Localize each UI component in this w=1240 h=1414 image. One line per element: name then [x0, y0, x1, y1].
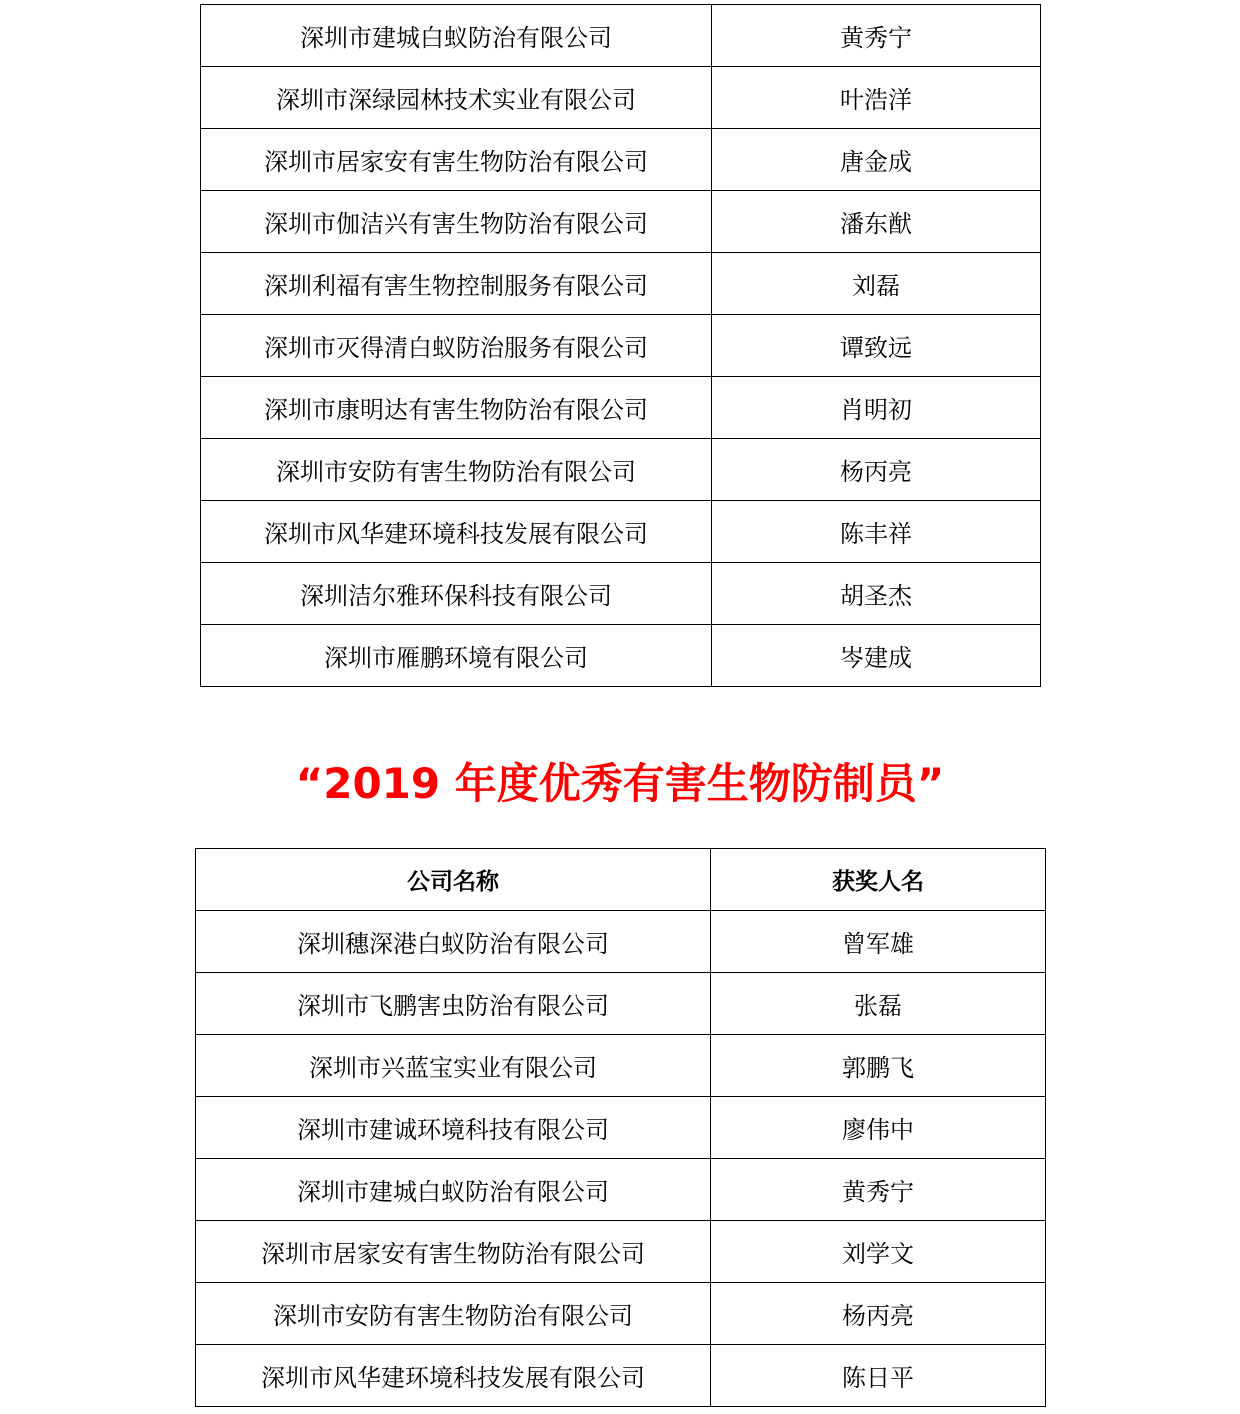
- table-row: [201, 67, 1041, 129]
- winner-name-cell: 刘学文: [711, 1221, 1046, 1283]
- company-cell: 深圳市建城白蚁防治有限公司: [201, 5, 712, 67]
- winner-name-cell: 肖明初: [712, 377, 1041, 439]
- table-row: [196, 1097, 1046, 1159]
- table-row: [201, 129, 1041, 191]
- table-row: [196, 911, 1046, 973]
- company-cell: 深圳市灭得清白蚁防治服务有限公司: [201, 315, 712, 377]
- table-header-row: [196, 849, 1046, 911]
- winner-name-cell: 胡圣杰: [712, 563, 1041, 625]
- table-row: [201, 625, 1041, 687]
- table-row: [196, 973, 1046, 1035]
- company-cell: 深圳利福有害生物控制服务有限公司: [201, 253, 712, 315]
- company-cell: 深圳洁尔雅环保科技有限公司: [201, 563, 712, 625]
- winner-name-cell: 刘磊: [712, 253, 1041, 315]
- company-cell: 深圳市深绿园林技术实业有限公司: [201, 67, 712, 129]
- winner-name-cell: 杨丙亮: [712, 439, 1041, 501]
- winner-name-cell: 郭鹏飞: [711, 1035, 1046, 1097]
- winner-name-cell: 杨丙亮: [711, 1283, 1046, 1345]
- winner-name-cell: 张磊: [711, 973, 1046, 1035]
- winner-name-cell: 廖伟中: [711, 1097, 1046, 1159]
- winner-name-cell: 黄秀宁: [711, 1159, 1046, 1221]
- company-cell: 深圳市雁鹏环境有限公司: [201, 625, 712, 687]
- table-row: [201, 377, 1041, 439]
- winner-name-cell: 陈日平: [711, 1345, 1046, 1407]
- table-row: [196, 1159, 1046, 1221]
- table-row: [201, 191, 1041, 253]
- winner-column-header: 获奖人名: [711, 849, 1046, 911]
- company-cell: 深圳市居家安有害生物防治有限公司: [201, 129, 712, 191]
- company-cell: 深圳市兴蓝宝实业有限公司: [196, 1035, 711, 1097]
- company-cell: 深圳市居家安有害生物防治有限公司: [196, 1221, 711, 1283]
- table-row: [196, 1283, 1046, 1345]
- company-cell: 深圳市伽洁兴有害生物防治有限公司: [201, 191, 712, 253]
- table-row: [201, 501, 1041, 563]
- company-cell: 深圳市建诚环境科技有限公司: [196, 1097, 711, 1159]
- winner-name-cell: 潘东猷: [712, 191, 1041, 253]
- company-cell: 深圳市安防有害生物防治有限公司: [201, 439, 712, 501]
- table-row: [201, 253, 1041, 315]
- table-row: [201, 439, 1041, 501]
- company-column-header: 公司名称: [196, 849, 711, 911]
- winner-name-cell: 岑建成: [712, 625, 1041, 687]
- winner-name-cell: 陈丰祥: [712, 501, 1041, 563]
- winner-name-cell: 谭致远: [712, 315, 1041, 377]
- winner-name-cell: 叶浩洋: [712, 67, 1041, 129]
- table-row: [196, 1035, 1046, 1097]
- pest-control-awards-table: [195, 848, 1046, 1407]
- section-title: “2019 年度优秀有害生物防制员”: [295, 759, 945, 808]
- company-cell: 深圳市风华建环境科技发展有限公司: [201, 501, 712, 563]
- top-awards-table: [200, 4, 1041, 687]
- company-cell: 深圳市建城白蚁防治有限公司: [196, 1159, 711, 1221]
- table-row: [201, 315, 1041, 377]
- company-cell: 深圳市康明达有害生物防治有限公司: [201, 377, 712, 439]
- company-cell: 深圳市飞鹏害虫防治有限公司: [196, 973, 711, 1035]
- winner-name-cell: 黄秀宁: [712, 5, 1041, 67]
- company-cell: 深圳穗深港白蚁防治有限公司: [196, 911, 711, 973]
- company-cell: 深圳市风华建环境科技发展有限公司: [196, 1345, 711, 1407]
- table-row: [196, 1221, 1046, 1283]
- table-row: [201, 5, 1041, 67]
- table-row: [201, 563, 1041, 625]
- winner-name-cell: 唐金成: [712, 129, 1041, 191]
- winner-name-cell: 曾军雄: [711, 911, 1046, 973]
- table-row: [196, 1345, 1046, 1407]
- company-cell: 深圳市安防有害生物防治有限公司: [196, 1283, 711, 1345]
